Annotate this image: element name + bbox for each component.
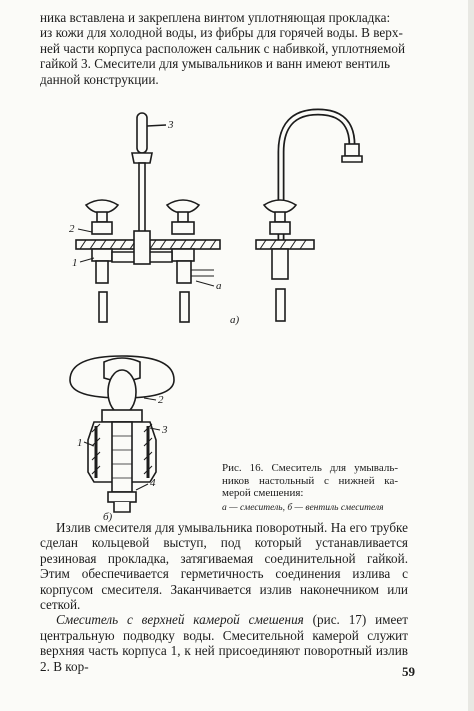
text-line: гайкой 3. Смесители для умывальников и ванн имеют вентиль [40, 56, 390, 72]
label-2-top: 2 [69, 223, 75, 235]
label-b-figure: б) [103, 511, 113, 523]
label-1-top: 1 [72, 257, 78, 269]
text-line: ней части корпуса расположен сальник с набивкой, уплотняемой [40, 40, 406, 56]
bottom-paragraph [40, 520, 408, 674]
text-line: данной конструкции. [40, 71, 159, 87]
figure-caption [222, 462, 398, 514]
paragraph-2-rest: (рис. 17) имеет центральную подводку воды. Смесительной камерой служит верхняя часть корпуса 1, к ней присоединяют поворотный излив 2. В кор- [40, 612, 408, 674]
italic-heading: Смеситель с верхней камерой смешения [56, 612, 304, 628]
label-4-bottom: 4 [150, 477, 156, 489]
caption-main: Рис. 16. Смеситель для умываль-ников настольный с нижней ка-мерой смешения: [222, 462, 398, 499]
text-line: ника вставлена и закреплена винтом уплотняющая прокладка: [40, 10, 391, 25]
label-1-bottom: 1 [77, 437, 83, 449]
label-2-bottom: 2 [158, 394, 164, 406]
paragraph-1: Излив смесителя для умывальника поворотный. На его трубке сделан кольцевой выступ, под который устанавливается резиновая прокладка, затягиваемая соединительной гайкой. Этим обеспечивается герметичность соединения излива с корпусом смесителя. Заканчивается излив наконечником или сеткой. [40, 520, 408, 613]
text-line: из кожи для холодной воды, из фибры для горячей воды. В верх- [40, 25, 403, 41]
page-edge [468, 0, 474, 711]
label-3-bottom: 3 [162, 424, 168, 436]
page-number: 59 [402, 664, 415, 679]
label-a-outlet: а [216, 280, 222, 292]
caption-legend: а — смеситель, б — вентиль смесителя [222, 502, 384, 513]
label-3-top: 3 [168, 119, 174, 131]
label-a-figure: а) [230, 314, 240, 326]
